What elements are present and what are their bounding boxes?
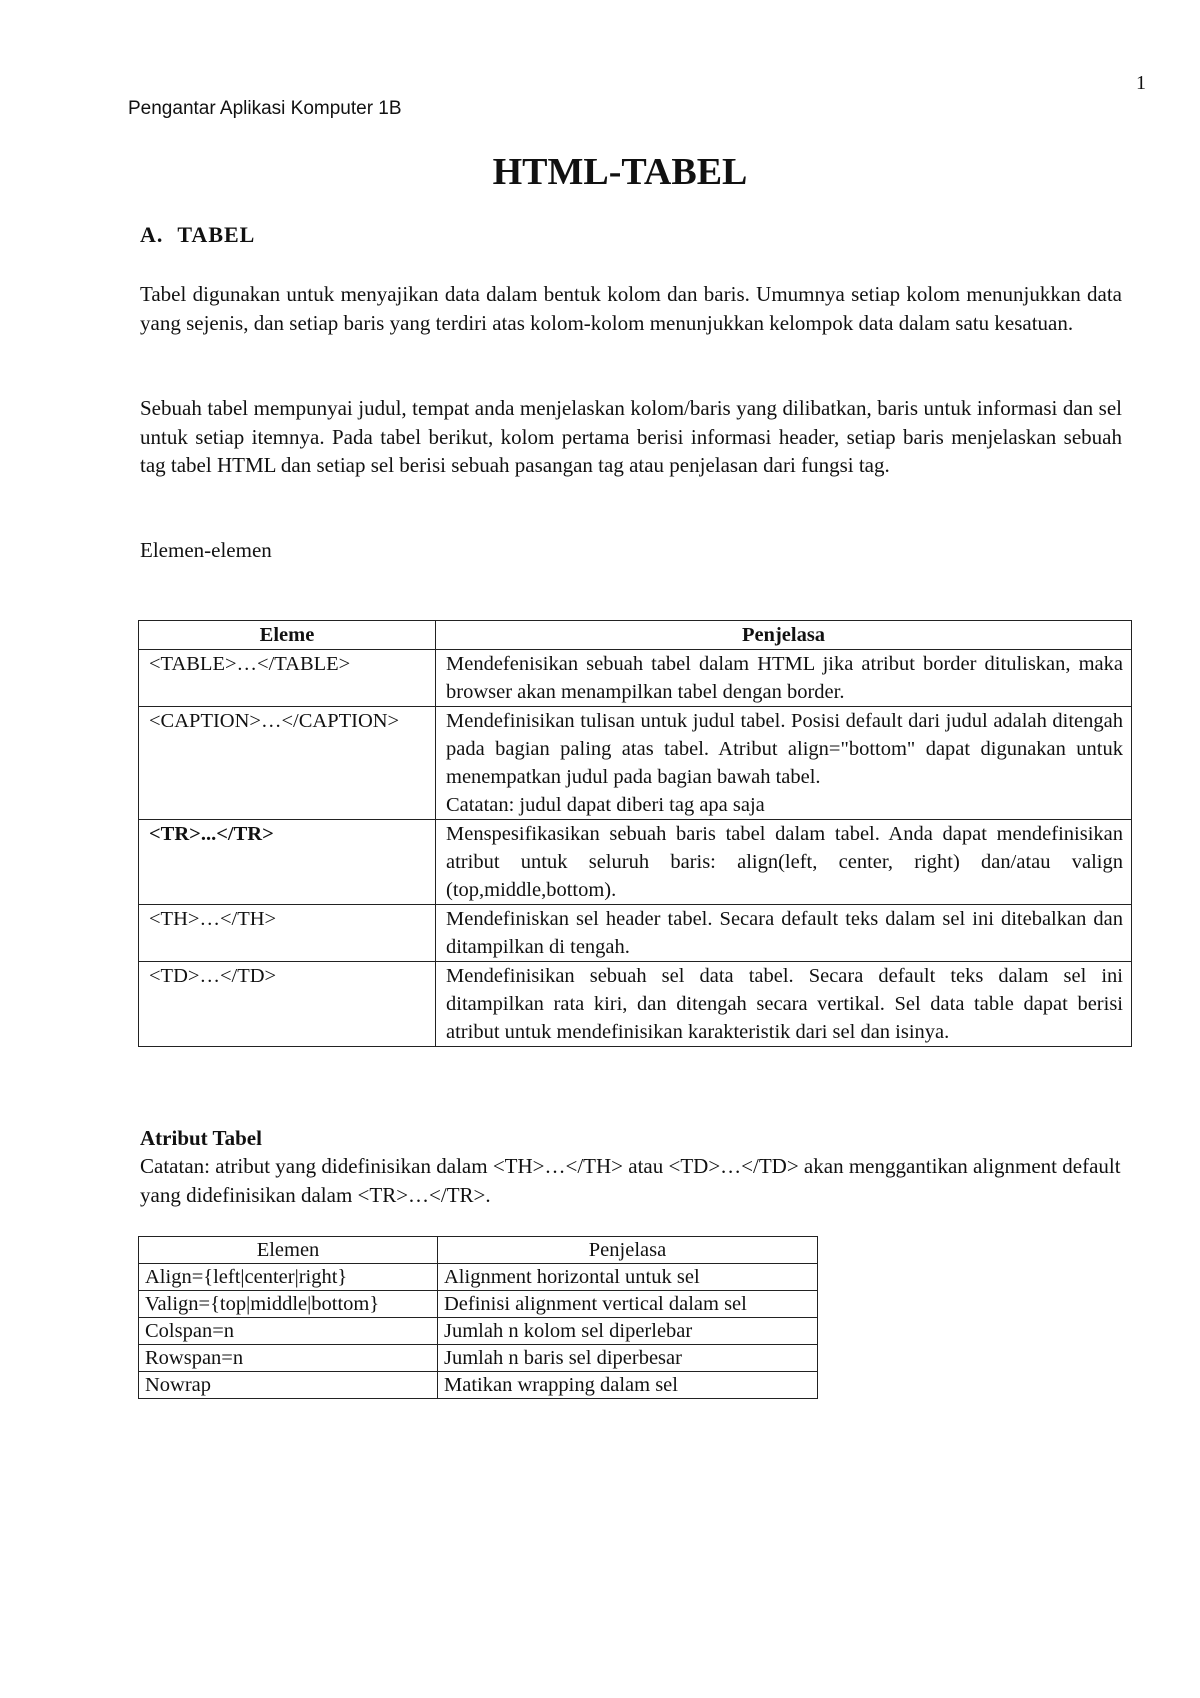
attribute-cell: Nowrap — [139, 1372, 438, 1399]
attribute-cell: Valign={top|middle|bottom} — [139, 1291, 438, 1318]
description-cell — [436, 707, 1132, 820]
element-cell: <CAPTION>…</CAPTION> — [139, 707, 436, 820]
table-row — [139, 1264, 818, 1291]
intro-paragraph: Tabel digunakan untuk menyajikan data dalam bentuk kolom dan baris. Umumnya setiap kolom menunjukkan data yang sejenis, dan setiap baris yang terdiri atas kolom-kolom menunjukkan kelompok data dalam satu kesatuan. — [140, 282, 1122, 335]
description-cell: Mendefenisikan sebuah tabel dalam HTML jika atribut border dituliskan, maka browser akan menampilkan tabel dengan border. — [436, 650, 1132, 707]
running-header: Pengantar Aplikasi Komputer 1B — [128, 98, 402, 119]
description-cell: Mendefinisikan sebuah sel data tabel. Secara default teks dalam sel ini ditampilkan rata kiri, dan ditengah secara vertikal. Sel data table dapat berisi atribut untuk mendefinisikan karakteristik dari sel dan isinya. — [436, 962, 1132, 1047]
attributes-heading: Atribut Tabel — [140, 1126, 262, 1150]
attribute-description-cell: Matikan wrapping dalam sel — [438, 1372, 818, 1399]
description-column-header: Penjelasa — [436, 621, 1132, 650]
table-row — [139, 707, 1132, 820]
table-row — [139, 1345, 818, 1372]
section-heading — [140, 222, 255, 248]
attribute-description-column-header: Penjelasa — [438, 1237, 818, 1264]
element-cell: <TABLE>…</TABLE> — [139, 650, 436, 707]
attribute-cell: Align={left|center|right} — [139, 1264, 438, 1291]
attribute-description-cell: Definisi alignment vertical dalam sel — [438, 1291, 818, 1318]
page-number: 1 — [1136, 72, 1146, 94]
table-structure-paragraph: Sebuah tabel mempunyai judul, tempat anda menjelaskan kolom/baris yang dilibatkan, baris untuk informasi dan sel untuk setiap itemnya. Pada tabel berikut, kolom pertama berisi informasi header, setiap baris menjelaskan sebuah tag tabel HTML dan setiap sel berisi sebuah pasangan tag atau penjelasan dari fungsi tag. — [140, 396, 1122, 477]
element-cell: <TH>…</TH> — [139, 905, 436, 962]
elements-column-header: Eleme — [139, 621, 436, 650]
elements-table — [138, 620, 1132, 1047]
elements-table-header-row — [139, 621, 1132, 650]
attribute-column-header: Elemen — [139, 1237, 438, 1264]
document-title: HTML-TABEL — [492, 151, 748, 193]
section-number: A. — [140, 222, 164, 247]
elements-label: Elemen-elemen — [140, 538, 272, 562]
element-cell: <TR>...</TR> — [139, 820, 436, 905]
attribute-description-cell: Jumlah n baris sel diperbesar — [438, 1345, 818, 1372]
description-cell: Mendefiniskan sel header tabel. Secara default teks dalam sel ini ditebalkan dan ditampilkan di tengah. — [436, 905, 1132, 962]
attributes-note: Catatan: atribut yang didefinisikan dalam <TH>…</TH> atau <TD>…</TD> akan menggantikan alignment default yang didefinisikan dalam <TR>…</TR>. — [140, 1154, 1121, 1207]
description-note: Catatan: judul dapat diberi tag apa saja — [446, 794, 765, 816]
description-cell: Menspesifikasikan sebuah baris tabel dalam tabel. Anda dapat mendefinisikan atribut untuk seluruh baris: align(left, center, right) dan/atau valign (top,middle,bottom). — [436, 820, 1132, 905]
section-heading-text: TABEL — [177, 222, 256, 247]
element-cell: <TD>…</TD> — [139, 962, 436, 1047]
table-row — [139, 650, 1132, 707]
table-row — [139, 1372, 818, 1399]
attributes-table — [138, 1236, 818, 1399]
table-row — [139, 905, 1132, 962]
attributes-table-header-row — [139, 1237, 818, 1264]
attribute-cell: Rowspan=n — [139, 1345, 438, 1372]
table-row — [139, 962, 1132, 1047]
attribute-cell: Colspan=n — [139, 1318, 438, 1345]
table-row — [139, 820, 1132, 905]
attribute-description-cell: Alignment horizontal untuk sel — [438, 1264, 818, 1291]
attribute-description-cell: Jumlah n kolom sel diperlebar — [438, 1318, 818, 1345]
description-text: Mendefinisikan tulisan untuk judul tabel. Posisi default dari judul adalah ditengah pada bagian paling atas tabel. Atribut align="bottom" dapat digunakan untuk menempatkan judul pada bagian bawah tabel. — [446, 710, 1123, 788]
table-row — [139, 1291, 818, 1318]
table-row — [139, 1318, 818, 1345]
